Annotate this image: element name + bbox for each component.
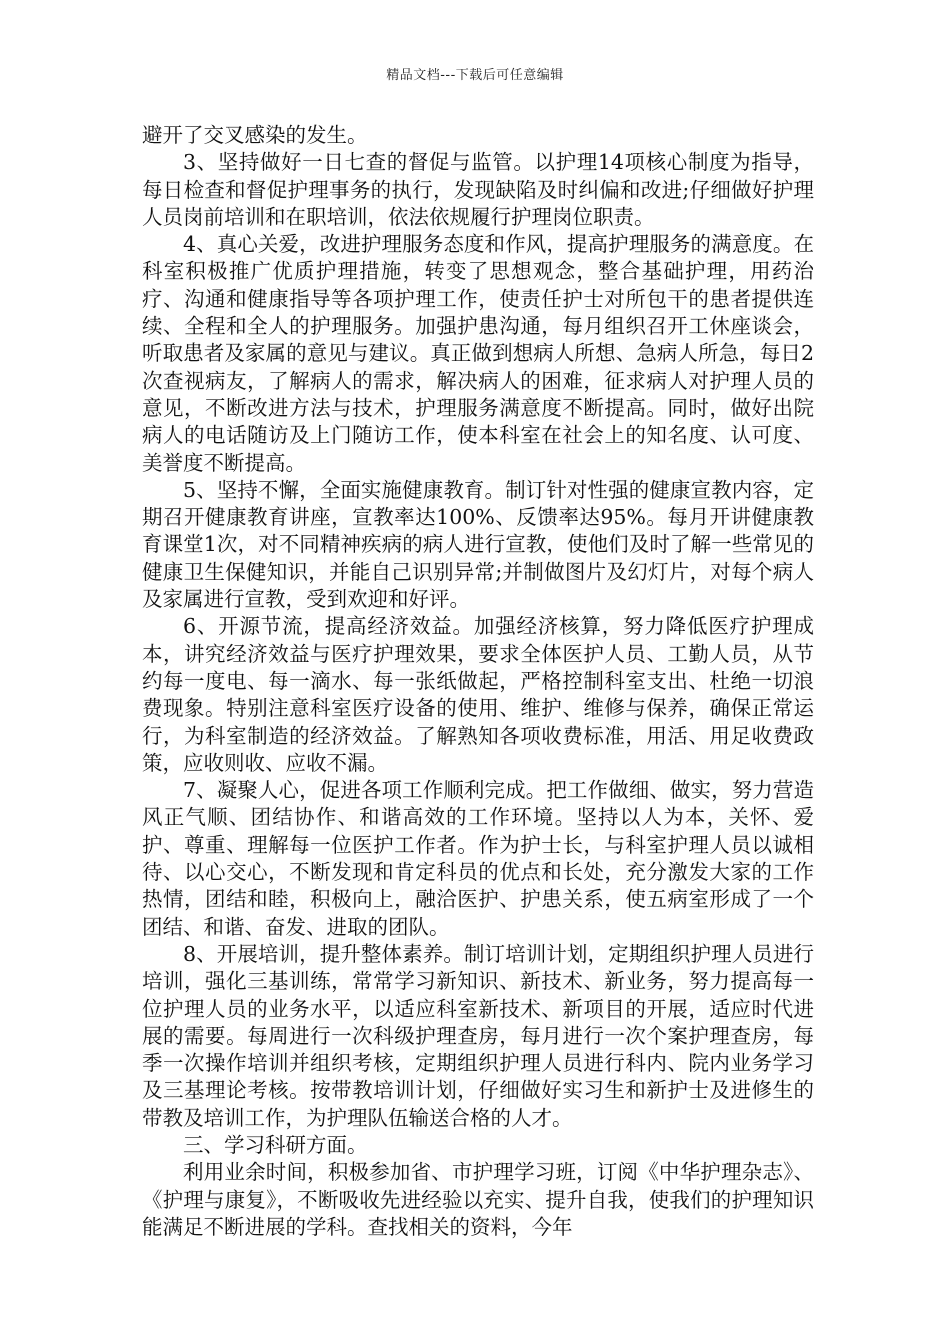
paragraph-item-4: 4、真心关爱，改进护理服务态度和作风，提高护理服务的满意度。在科室积极推广优质护理措施，转变了思想观念，整合基础护理，用药治疗、沟通和健康指导等各项护理工作，使责任护士对所包干的患者提供连续、全程和全人的护理服务。加强护患沟通，每月组织召开工休座谈会，听取患者及家属的意见与建议。真正做到想病人所想、急病人所急，每日2次查视病友，了解病人的需求，解决病人的困难，征求病人对护理人员的意见，不断改进方法与技术，护理服务满意度不断提高。同时，做好出院病人的电话随访及上门随访工作，使本科室在社会上的知名度、认可度、美誉度不断提高。 <box>142 232 814 475</box>
paragraph-continuation: 避开了交叉感染的发生。 <box>142 123 368 147</box>
paragraph-item-7: 7、凝聚人心，促进各项工作顺利完成。把工作做细、做实，努力营造风正气顺、团结协作、和谐高效的工作环境。坚持以人为本，关怀、爱护、尊重、理解每一位医护工作者。作为护士长，与科室护理人员以诚相待、以心交心，不断发现和肯定科员的优点和长处，充分激发大家的工作热情，团结和睦，积极向上，融洽医护、护患关系，使五病室形成了一个团结、和谐、奋发、进取的团队。 <box>142 778 814 939</box>
paragraph-item-5: 5、坚持不懈，全面实施健康教育。制订针对性强的健康宣教内容，定期召开健康教育讲座，宣教率达100%、反馈率达95%。每月开讲健康教育课堂1次，对不同精神疾病的病人进行宣教，使他们及时了解一些常见的健康卫生保健知识，并能自己识别异常;并制做图片及幻灯片，对每个病人及家属进行宣教，受到欢迎和好评。 <box>142 477 814 612</box>
page-header: 精品文档---下载后可任意编辑 <box>386 68 564 83</box>
paragraph-item-8: 8、开展培训，提升整体素养。制订培训计划，定期组织护理人员进行培训，强化三基训练，常常学习新知识、新技术、新业务，努力提高每一位护理人员的业务水平，以适应科室新技术、新项目的开展，适应时代进展的需要。每周进行一次科级护理查房，每月进行一次个案护理查房，每季一次操作培训并组织考核，定期组织护理人员进行科内、院内业务学习及三基理论考核。按带教培训计划，仔细做好实习生和新护士及进修生的带教及培训工作，为护理队伍输送合格的人才。 <box>142 941 814 1130</box>
paragraph-study-research: 利用业余时间，积极参加省、市护理学习班，订阅《中华护理杂志》、《护理与康复》，不断吸收先进经验以充实、提升自我，使我们的护理知识能满足不断进展的学科。查找相关的资料，今年 <box>142 1160 814 1239</box>
section-heading-study-research: 三、学习科研方面。 <box>183 1132 368 1157</box>
document-body <box>142 122 814 1241</box>
paragraph-item-6: 6、开源节流，提高经济效益。加强经济核算，努力降低医疗护理成本，讲究经济效益与医疗护理效果，要求全体医护人员、工勤人员，从节约每一度电、每一滴水、每一张纸做起，严格控制科室支出、杜绝一切浪费现象。特别注意科室医疗设备的使用、维护、维修与保养，确保正常运行，为科室制造的经济效益。了解熟知各项收费标准，用活、用足收费政策，应收则收、应收不漏。 <box>142 614 814 775</box>
paragraph-item-3: 3、坚持做好一日七查的督促与监管。以护理14项核心制度为指导，每日检查和督促护理事务的执行，发现缺陷及时纠偏和改进;仔细做好护理人员岗前培训和在职培训，依法依规履行护理岗位职责。 <box>142 150 814 229</box>
